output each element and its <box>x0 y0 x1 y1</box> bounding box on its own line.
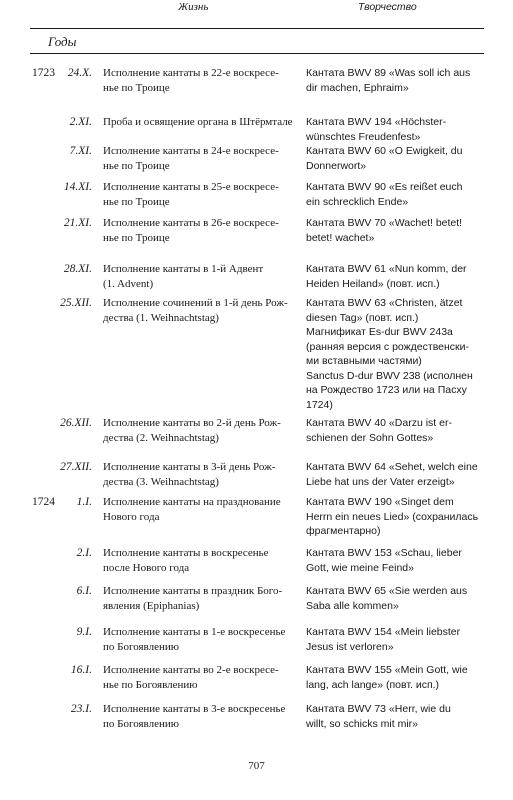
life-text-line: Исполнение кантаты в 26-е воскресе- <box>103 217 279 229</box>
life-text-line: по Богоявлению <box>103 717 179 730</box>
work-text-line: Sanctus D-dur BWV 238 (исполнен <box>306 369 473 382</box>
life-text-line: дества (1. Weihnachtstag) <box>103 311 219 324</box>
row-date: 28.XI. <box>63 263 92 275</box>
row-date: 9.I. <box>76 626 92 638</box>
row-work <box>306 262 486 291</box>
work-text-line: dir machen, Ephraim» <box>306 81 409 94</box>
work-text-line: Кантата BWV 70 «Wachet! betet! <box>306 217 463 229</box>
work-text-line: Кантата BWV 65 «Sie werden aus <box>306 585 468 597</box>
work-text-line: Кантата BWV 154 «Mein liebster <box>306 626 461 638</box>
row-work <box>306 296 486 412</box>
row-life-event <box>103 584 293 613</box>
work-text-line: schienen der Sohn Gottes» <box>306 431 434 444</box>
row-work <box>306 144 486 173</box>
work-text-line: Liebe hat uns der Vater erzeigt» <box>306 475 455 488</box>
row-life-event <box>103 296 293 325</box>
row-work <box>306 66 486 95</box>
row-work <box>306 495 486 539</box>
work-text-line: Heiden Heiland» (повт. исп.) <box>306 277 440 290</box>
row-work <box>306 115 486 144</box>
row-date: 2.I. <box>76 547 92 559</box>
work-text-line: wünschtes Freudenfest» <box>306 130 421 143</box>
row-date: 7.XI. <box>69 145 92 157</box>
life-text-line: Проба и освящение органа в Штёрмтале <box>103 116 293 128</box>
work-text-line: Кантата BWV 190 «Singet dem <box>306 496 454 508</box>
row-date: 26.XII. <box>60 417 92 429</box>
work-text-line: ein schrecklich Ende» <box>306 195 409 208</box>
work-text-line: (ранняя версия с рождественски- <box>306 340 470 353</box>
row-life-event <box>103 546 293 575</box>
table-top-rule <box>30 28 484 29</box>
work-text-line: Herrn ein neues Lied» (сохранилась <box>306 510 479 523</box>
column-header-life: Жизнь <box>178 1 209 13</box>
life-text-line: Исполнение кантаты в 24-е воскресе- <box>103 145 279 157</box>
row-work <box>306 416 486 445</box>
life-text-line: после Нового года <box>103 561 190 574</box>
life-text-line: нье по Троице <box>103 81 170 94</box>
page-number: 707 <box>248 760 265 772</box>
work-text-line: на Рождество 1723 или на Пасху <box>306 384 467 396</box>
life-text-line: Исполнение кантаты в 25-е воскресе- <box>103 181 279 193</box>
work-text-line: Jesus ist verloren» <box>306 640 394 653</box>
life-text-line: Исполнение кантаты в 3-й день Рож- <box>103 461 276 473</box>
row-life-event <box>103 216 293 245</box>
row-work <box>306 625 486 654</box>
row-life-event <box>103 115 293 130</box>
row-work <box>306 546 486 575</box>
life-text-line: Исполнение кантаты в 22-е воскресе- <box>103 67 279 79</box>
row-date: 23.I. <box>70 703 92 715</box>
life-text-line: нье по Троице <box>103 159 170 172</box>
work-text-line: Donnerwort» <box>306 159 367 172</box>
row-year: 1723 <box>32 67 55 79</box>
row-life-event <box>103 180 293 209</box>
life-text-line: Исполнение кантаты в 3-е воскресенье <box>103 703 286 715</box>
row-work <box>306 460 486 489</box>
work-text-line: Gott, wie meine Feind» <box>306 561 414 574</box>
work-text-line: фрагментарно) <box>306 525 381 537</box>
work-text-line: Saba alle kommen» <box>306 599 399 612</box>
life-text-line: Исполнение кантаты в 1-й Адвент <box>103 263 264 275</box>
life-text-line: явления (Epiphanias) <box>103 599 200 612</box>
row-date: 24.X. <box>67 67 92 79</box>
work-text-line: willt, so schicks mit mir» <box>306 717 419 730</box>
row-work <box>306 663 486 692</box>
work-text-line: Кантата BWV 155 «Mein Gott, wie <box>306 664 468 676</box>
row-life-event <box>103 495 293 524</box>
life-text-line: нье по Троице <box>103 195 170 208</box>
row-life-event <box>103 416 293 445</box>
row-life-event <box>103 702 293 731</box>
work-text-line: Кантата BWV 40 «Darzu ist er- <box>306 417 452 429</box>
row-life-event <box>103 144 293 173</box>
life-text-line: Нового года <box>103 510 160 523</box>
row-life-event <box>103 625 293 654</box>
row-work <box>306 180 486 209</box>
row-date: 6.I. <box>76 585 92 597</box>
life-text-line: Исполнение кантаты во 2-й день Рож- <box>103 417 281 429</box>
header-bottom-rule <box>30 53 484 54</box>
row-life-event <box>103 460 293 489</box>
row-date: 21.XI. <box>63 217 92 229</box>
life-text-line: Исполнение кантаты во 2-е воскресе- <box>103 664 279 676</box>
life-text-line: Исполнение кантаты на празднование <box>103 496 281 508</box>
work-text-line: 1724) <box>306 398 333 411</box>
life-text-line: по Богоявлению <box>103 640 179 653</box>
life-text-line: Исполнение кантаты в праздник Бого- <box>103 585 283 597</box>
column-header-years: Годы <box>48 34 77 49</box>
row-work <box>306 216 486 245</box>
work-text-line: Кантата BWV 64 «Sehet, welch eine <box>306 461 478 473</box>
row-date: 27.XII. <box>60 461 92 473</box>
row-year: 1724 <box>32 496 55 508</box>
row-life-event <box>103 66 293 95</box>
life-text-line: нье по Троице <box>103 231 170 244</box>
life-text-line: (1. Advent) <box>103 277 154 290</box>
row-life-event <box>103 262 293 291</box>
life-text-line: Исполнение кантаты в 1-е воскресенье <box>103 626 286 638</box>
row-date: 2.XI. <box>69 116 92 128</box>
work-text-line: Кантата BWV 60 «O Ewigkeit, du <box>306 145 463 157</box>
work-text-line: ми вставными частями) <box>306 355 422 367</box>
row-date: 25.XII. <box>60 297 92 309</box>
work-text-line: Кантата BWV 73 «Herr, wie du <box>306 703 451 715</box>
work-text-line: Магнификат Es-dur BWV 243a <box>306 326 453 338</box>
row-life-event <box>103 663 293 692</box>
row-date: 16.I. <box>70 664 92 676</box>
column-header-work: Творчество <box>358 1 417 13</box>
work-text-line: Кантата BWV 63 «Christen, ätzet <box>306 297 463 309</box>
work-text-line: Кантата BWV 61 «Nun komm, der <box>306 263 467 275</box>
work-text-line: Кантата BWV 194 «Höchster- <box>306 116 447 128</box>
work-text-line: diesen Tag» (повт. исп.) <box>306 311 419 324</box>
life-text-line: нье по Богоявлению <box>103 678 198 691</box>
row-date: 1.I. <box>76 496 92 508</box>
life-text-line: дества (3. Weihnachtstag) <box>103 475 219 488</box>
life-text-line: дества (2. Weihnachtstag) <box>103 431 219 444</box>
life-text-line: Исполнение сочинений в 1-й день Рож- <box>103 297 288 309</box>
row-work <box>306 584 486 613</box>
work-text-line: lang, ach lange» (повт. исп.) <box>306 678 440 691</box>
work-text-line: betet! wachet» <box>306 231 375 244</box>
row-date: 14.XI. <box>63 181 92 193</box>
work-text-line: Кантата BWV 90 «Es reißet euch <box>306 181 463 193</box>
life-text-line: Исполнение кантаты в воскресенье <box>103 547 269 559</box>
work-text-line: Кантата BWV 89 «Was soll ich aus <box>306 67 471 79</box>
row-work <box>306 702 486 731</box>
work-text-line: Кантата BWV 153 «Schau, lieber <box>306 547 462 559</box>
